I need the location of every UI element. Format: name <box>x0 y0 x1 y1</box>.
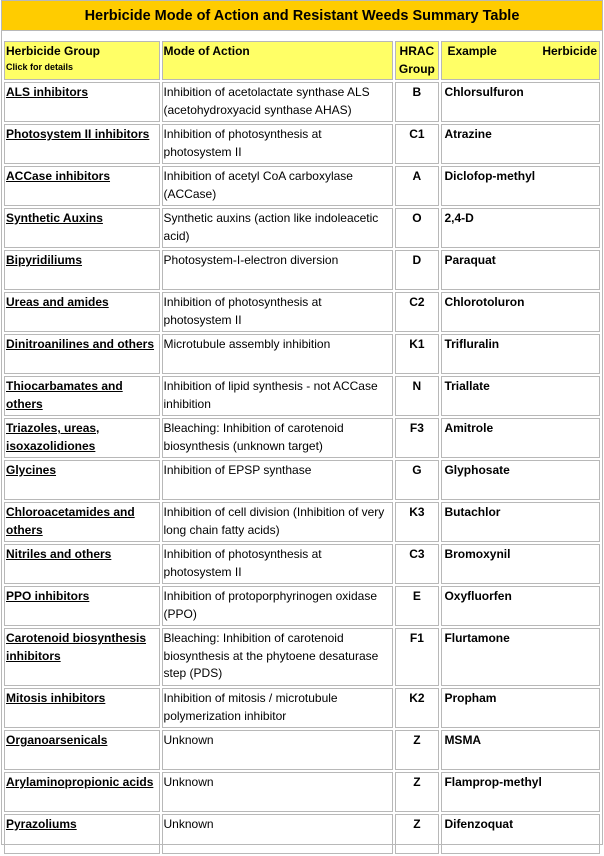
herbicide-group-link[interactable]: Pyrazoliums <box>6 817 77 831</box>
herbicide-group-cell <box>4 544 160 584</box>
mode-of-action-cell: Inhibition of photosynthesis at photosystem II <box>162 292 394 332</box>
herbicide-table <box>2 39 602 856</box>
mode-of-action-cell: Inhibition of photosynthesis at photosystem II <box>162 544 394 584</box>
herbicide-group-link[interactable]: Photosystem II inhibitors <box>6 127 150 141</box>
hrac-group-cell: C1 <box>395 124 439 164</box>
herbicide-group-cell <box>4 502 160 542</box>
herbicide-group-link[interactable]: Mitosis inhibitors <box>6 691 106 705</box>
herbicide-group-cell <box>4 586 160 626</box>
herbicide-group-link[interactable]: Glycines <box>6 463 57 477</box>
hrac-group-cell: K1 <box>395 334 439 374</box>
example-herbicide-cell: Amitrole <box>441 418 600 458</box>
table-row <box>4 688 600 728</box>
herbicide-group-link[interactable]: Arylaminopropionic acids <box>6 775 154 789</box>
herbicide-group-link[interactable]: Ureas and amides <box>6 295 109 309</box>
table-row <box>4 418 600 458</box>
herbicide-group-link[interactable]: Dinitroanilines and others <box>6 337 155 351</box>
herbicide-group-link[interactable]: Chloroacetamides and others <box>6 505 135 537</box>
mode-of-action-cell: Bleaching: Inhibition of carotenoid biosynthesis at the phytoene desaturase step (PDS) <box>162 628 394 686</box>
example-herbicide-cell: Trifluralin <box>441 334 600 374</box>
example-herbicide-cell: Difenzoquat <box>441 814 600 854</box>
mode-of-action-cell: Photosystem-I-electron diversion <box>162 250 394 290</box>
table-row <box>4 376 600 416</box>
herbicide-group-cell <box>4 730 160 770</box>
mode-of-action-cell: Inhibition of cell division (Inhibition of very long chain fatty acids) <box>162 502 394 542</box>
herbicide-group-cell <box>4 208 160 248</box>
table-row <box>4 124 600 164</box>
herbicide-group-cell <box>4 250 160 290</box>
hrac-group-cell: K2 <box>395 688 439 728</box>
table-row <box>4 628 600 686</box>
example-herbicide-cell: Glyphosate <box>441 460 600 500</box>
herbicide-group-cell <box>4 292 160 332</box>
table-row <box>4 208 600 248</box>
table-row <box>4 814 600 854</box>
example-herbicide-cell: Diclofop-methyl <box>441 166 600 206</box>
example-herbicide-cell: Chlorsulfuron <box>441 82 600 122</box>
herbicide-group-cell <box>4 628 160 686</box>
mode-of-action-cell: Inhibition of mitosis / microtubule polymerization inhibitor <box>162 688 394 728</box>
hrac-group-cell: F3 <box>395 418 439 458</box>
herbicide-group-cell <box>4 82 160 122</box>
mode-of-action-cell: Inhibition of lipid synthesis - not ACCase inhibition <box>162 376 394 416</box>
summary-table-container <box>1 0 603 845</box>
example-herbicide-cell: Triallate <box>441 376 600 416</box>
header-hrac-line2: Group <box>398 61 435 76</box>
header-group-hint: Click for details <box>6 61 74 72</box>
mode-of-action-cell: Inhibition of EPSP synthase <box>162 460 394 500</box>
hrac-group-cell: C3 <box>395 544 439 584</box>
hrac-group-cell: Z <box>395 730 439 770</box>
mode-of-action-cell: Inhibition of protoporphyrinogen oxidase (PPO) <box>162 586 394 626</box>
example-herbicide-cell: Atrazine <box>441 124 600 164</box>
hrac-group-cell: K3 <box>395 502 439 542</box>
table-row <box>4 772 600 812</box>
example-herbicide-cell: Bromoxynil <box>441 544 600 584</box>
example-herbicide-cell: Butachlor <box>441 502 600 542</box>
herbicide-group-cell <box>4 772 160 812</box>
header-herbicide-word: Herbicide <box>542 44 597 58</box>
hrac-group-cell: Z <box>395 814 439 854</box>
herbicide-group-cell <box>4 124 160 164</box>
herbicide-group-link[interactable]: ALS inhibitors <box>6 85 88 99</box>
hrac-group-cell: B <box>395 82 439 122</box>
table-row <box>4 292 600 332</box>
table-row <box>4 502 600 542</box>
herbicide-group-cell <box>4 376 160 416</box>
hrac-group-cell: G <box>395 460 439 500</box>
table-row <box>4 250 600 290</box>
table-row <box>4 730 600 770</box>
hrac-group-cell: C2 <box>395 292 439 332</box>
header-group-label: Herbicide Group <box>6 44 101 58</box>
table-row <box>4 460 600 500</box>
hrac-group-cell: A <box>395 166 439 206</box>
example-herbicide-cell: Chlorotoluron <box>441 292 600 332</box>
example-herbicide-cell: Oxyfluorfen <box>441 586 600 626</box>
header-herbicide-group <box>4 41 160 80</box>
table-body <box>4 82 600 854</box>
mode-of-action-cell: Inhibition of acetyl CoA carboxylase (ACCase) <box>162 166 394 206</box>
header-hrac-line1: HRAC <box>399 44 435 58</box>
table-row <box>4 586 600 626</box>
table-row <box>4 166 600 206</box>
hrac-group-cell: D <box>395 250 439 290</box>
header-example-herbicide <box>441 41 600 80</box>
example-herbicide-cell: Flurtamone <box>441 628 600 686</box>
herbicide-group-cell <box>4 166 160 206</box>
hrac-group-cell: O <box>395 208 439 248</box>
header-mode-of-action: Mode of Action <box>162 41 394 80</box>
herbicide-group-link[interactable]: PPO inhibitors <box>6 589 90 603</box>
mode-of-action-cell: Unknown <box>162 814 394 854</box>
herbicide-group-cell <box>4 334 160 374</box>
mode-of-action-cell: Microtubule assembly inhibition <box>162 334 394 374</box>
herbicide-group-cell <box>4 688 160 728</box>
table-row <box>4 82 600 122</box>
page-title: Herbicide Mode of Action and Resistant Weeds Summary Table <box>2 1 602 31</box>
herbicide-group-cell <box>4 814 160 854</box>
hrac-group-cell: E <box>395 586 439 626</box>
table-row <box>4 544 600 584</box>
hrac-group-cell: F1 <box>395 628 439 686</box>
hrac-group-cell: N <box>395 376 439 416</box>
mode-of-action-cell: Bleaching: Inhibition of carotenoid biosynthesis (unknown target) <box>162 418 394 458</box>
example-herbicide-cell: Paraquat <box>441 250 600 290</box>
hrac-group-cell: Z <box>395 772 439 812</box>
mode-of-action-cell: Inhibition of acetolactate synthase ALS (acetohydroxyacid synthase AHAS) <box>162 82 394 122</box>
table-row <box>4 334 600 374</box>
mode-of-action-cell: Unknown <box>162 772 394 812</box>
example-herbicide-cell: Propham <box>441 688 600 728</box>
herbicide-group-cell <box>4 460 160 500</box>
example-herbicide-cell: 2,4-D <box>441 208 600 248</box>
example-herbicide-cell: Flamprop-methyl <box>441 772 600 812</box>
header-example-word: Example <box>447 44 497 58</box>
herbicide-group-link[interactable]: Triazoles, ureas, isoxazolidiones <box>6 421 100 453</box>
herbicide-group-link[interactable]: Carotenoid biosynthesis inhibitors <box>6 631 147 663</box>
example-herbicide-cell: MSMA <box>441 730 600 770</box>
herbicide-group-cell <box>4 418 160 458</box>
herbicide-group-link[interactable]: Synthetic Auxins <box>6 211 103 225</box>
table-header-row <box>4 41 600 80</box>
herbicide-group-link[interactable]: Nitriles and others <box>6 547 112 561</box>
header-hrac-group <box>395 41 439 80</box>
herbicide-group-link[interactable]: ACCase inhibitors <box>6 169 111 183</box>
mode-of-action-cell: Synthetic auxins (action like indoleacetic acid) <box>162 208 394 248</box>
mode-of-action-cell: Inhibition of photosynthesis at photosystem II <box>162 124 394 164</box>
mode-of-action-cell: Unknown <box>162 730 394 770</box>
herbicide-group-link[interactable]: Bipyridiliums <box>6 253 83 267</box>
herbicide-group-link[interactable]: Thiocarbamates and others <box>6 379 123 411</box>
herbicide-group-link[interactable]: Organoarsenicals <box>6 733 108 747</box>
